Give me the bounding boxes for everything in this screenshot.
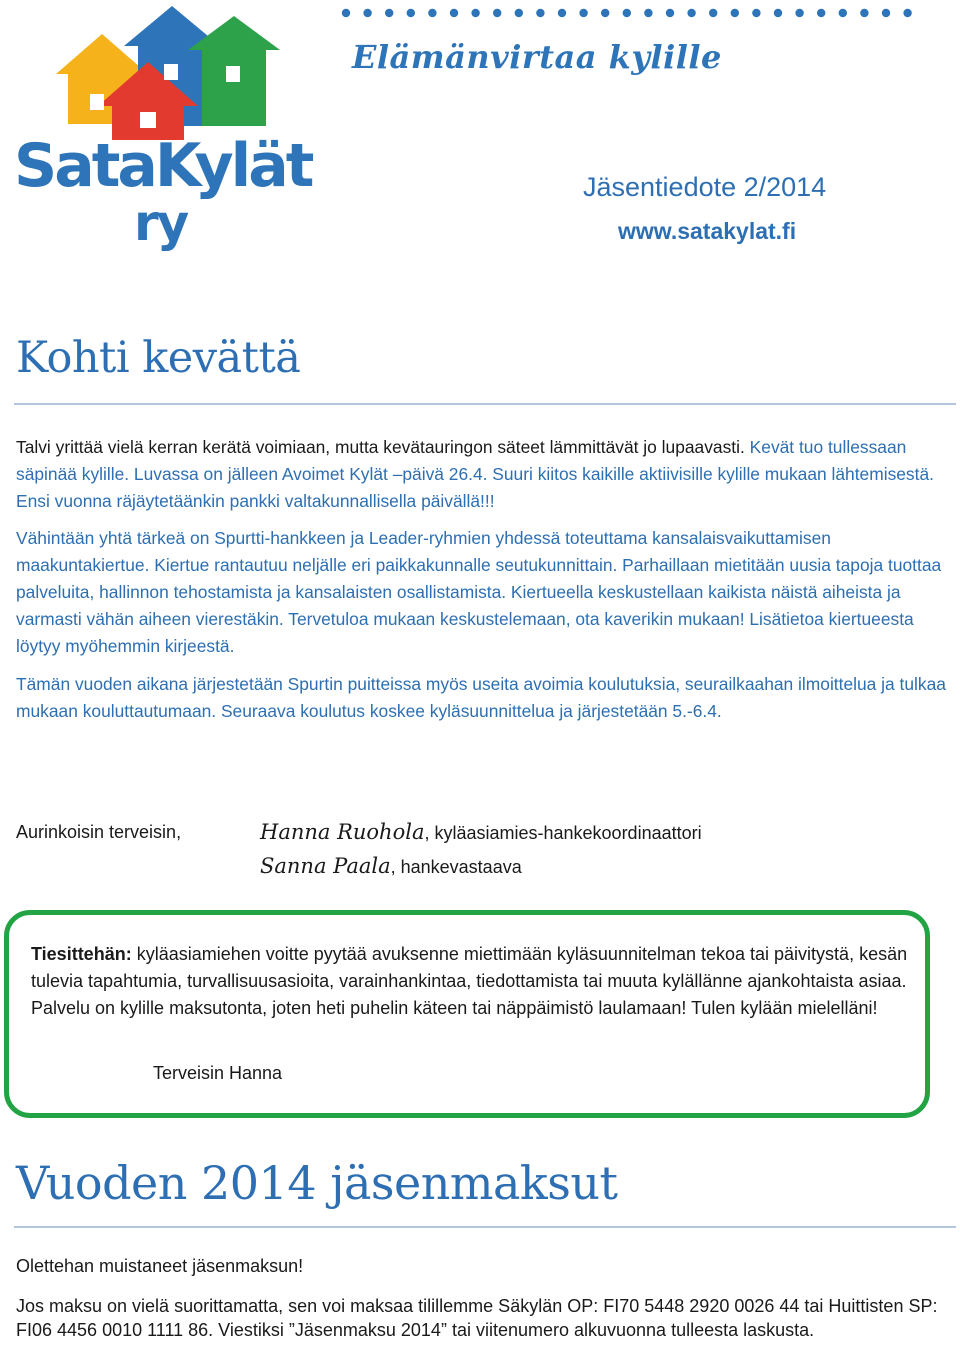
decoration-dot bbox=[601, 9, 609, 17]
membership-para-1: Olettehan muistaneet jäsenmaksun! bbox=[16, 1256, 304, 1276]
decoration-dot bbox=[882, 9, 890, 17]
decoration-dot bbox=[817, 9, 825, 17]
satakylat-logo bbox=[12, 2, 322, 260]
signer-1 bbox=[260, 816, 702, 850]
notice-sign: Terveisin Hanna bbox=[153, 1063, 283, 1083]
signer-2-role: , hankevastaava bbox=[390, 857, 522, 877]
decoration-dot bbox=[860, 9, 868, 17]
decoration-dot bbox=[752, 9, 760, 17]
decoration-dot bbox=[774, 9, 782, 17]
decoration-dot bbox=[666, 9, 674, 17]
greeting: Aurinkoisin terveisin, bbox=[16, 822, 182, 842]
decoration-dot bbox=[515, 9, 523, 17]
decoration-dot bbox=[709, 9, 717, 17]
tagline: Elämänvirtaa kylille bbox=[352, 38, 722, 76]
decoration-dot bbox=[385, 9, 393, 17]
decoration-dot bbox=[450, 9, 458, 17]
decoration-dot bbox=[579, 9, 587, 17]
paragraph-1 bbox=[16, 434, 946, 515]
decoration-dot bbox=[342, 9, 350, 17]
signer-1-role: , kyläasiamies-hankekoordinaattori bbox=[424, 823, 702, 843]
notice-text bbox=[31, 941, 911, 1022]
decoration-dot bbox=[428, 9, 436, 17]
article-body bbox=[16, 434, 946, 725]
decoration-dot bbox=[644, 9, 652, 17]
logo-name-part1: Sata bbox=[14, 131, 155, 201]
membership-divider bbox=[14, 1226, 956, 1228]
decoration-dot bbox=[536, 9, 544, 17]
logo-wordmark bbox=[14, 131, 312, 201]
paragraph-3: Tämän vuoden aikana järjestetään Spurtin puitteissa myös useita avoimia koulutuksia, seurailkaahan ilmoittelua ja tulkaa mukaan kouluttautumaan. Seuraava koulutus koskee kyläsuunnittelua ja järjestetään 5.-6.4. bbox=[16, 674, 946, 721]
paragraph-2: Vähintään yhtä tärkeä on Spurtti-hankkeen ja Leader-ryhmien yhdessä toteuttama kansalaisvaikuttamisen maakuntakiertue. Kiertue rantautuu neljälle eri paikkakunnalle seutukunnittain. Parhaillaan mietitään uusia tapoja tuottaa palveluita, hallinnon tehostamista ja kansalaisten osallistamista. Kiertueella keskustellaan kaikista näistä aiheista ja varmasti vähän aiheen vierestäkin. Tervetuloa mukaan keskustelemaan, ota kaverikin mukaan! Lisätietoa kiertueesta löytyy myöhemmin kirjeestä. bbox=[16, 528, 942, 656]
paragraph-1-black: Talvi yrittää vielä kerran kerätä voimiaan, mutta kevätauringon säteet lämmittävät jo lupaavasti. bbox=[16, 437, 745, 457]
notice-box bbox=[4, 910, 930, 1118]
decoration-dot bbox=[839, 9, 847, 17]
article-title: Kohti kevättä bbox=[16, 333, 301, 383]
signer-2-name: Sanna Paala bbox=[260, 854, 391, 878]
decoration-dot bbox=[493, 9, 501, 17]
decoration-dot bbox=[903, 9, 911, 17]
signers bbox=[260, 816, 702, 884]
decoration-dot bbox=[471, 9, 479, 17]
issue-number: Jäsentiedote 2/2014 bbox=[583, 172, 827, 202]
decoration-dot bbox=[623, 9, 631, 17]
signer-2 bbox=[260, 850, 702, 884]
membership-title: Vuoden 2014 jäsenmaksut bbox=[16, 1156, 618, 1210]
membership-para-2: Jos maksu on vielä suorittamatta, sen voi maksaa tilillemme Säkylän OP: FI70 5448 2920 0026 44 tai Huittisten SP: FI06 4456 0010 1111 86. Viestiksi ”Jäsenmaksu 2014” tai viitenumero alkuvuonna tulleesta laskusta. bbox=[16, 1296, 938, 1340]
decoration-dot bbox=[687, 9, 695, 17]
signer-1-name: Hanna Ruohola bbox=[260, 820, 425, 844]
notice-body: kyläasiamiehen voitte pyytää avuksenne miettimään kyläsuunnitelman tekoa tai päivitystä, kesän tulevia tapahtumia, turvallisuusasioita, varainhankintaa, tiedottamista tai muuta kylällänne ajankohtaista asiaa. Palvelu on kylille maksutonta, joten heti puhelin käteen tai näppäimistö laulamaan! Tulen kylään mielelläni! bbox=[31, 944, 908, 1018]
title-divider bbox=[14, 403, 956, 405]
decoration-dot bbox=[795, 9, 803, 17]
logo-name-part2: Kylät bbox=[154, 131, 312, 201]
notice-label: Tiesittehän: bbox=[31, 944, 132, 964]
decoration-dot bbox=[407, 9, 415, 17]
paragraph-1-blue: Kevät tuo tullessaan säpinää kylille. Luvassa on jälleen Avoimet Kylät –päivä 26.4. Suuri kiitos kaikille aktiivisille kylille mukaan lähtemisestä. Ensi vuonna räjäytetäänkin pankki valtakunnallisella päivällä!!! bbox=[16, 437, 934, 511]
website-link[interactable]: www.satakylat.fi bbox=[618, 218, 797, 244]
decoration-dot bbox=[731, 9, 739, 17]
decoration-dot bbox=[363, 9, 371, 17]
dotted-line-decoration bbox=[340, 6, 920, 20]
decoration-dot bbox=[558, 9, 566, 17]
logo-suffix: ry bbox=[134, 194, 188, 252]
